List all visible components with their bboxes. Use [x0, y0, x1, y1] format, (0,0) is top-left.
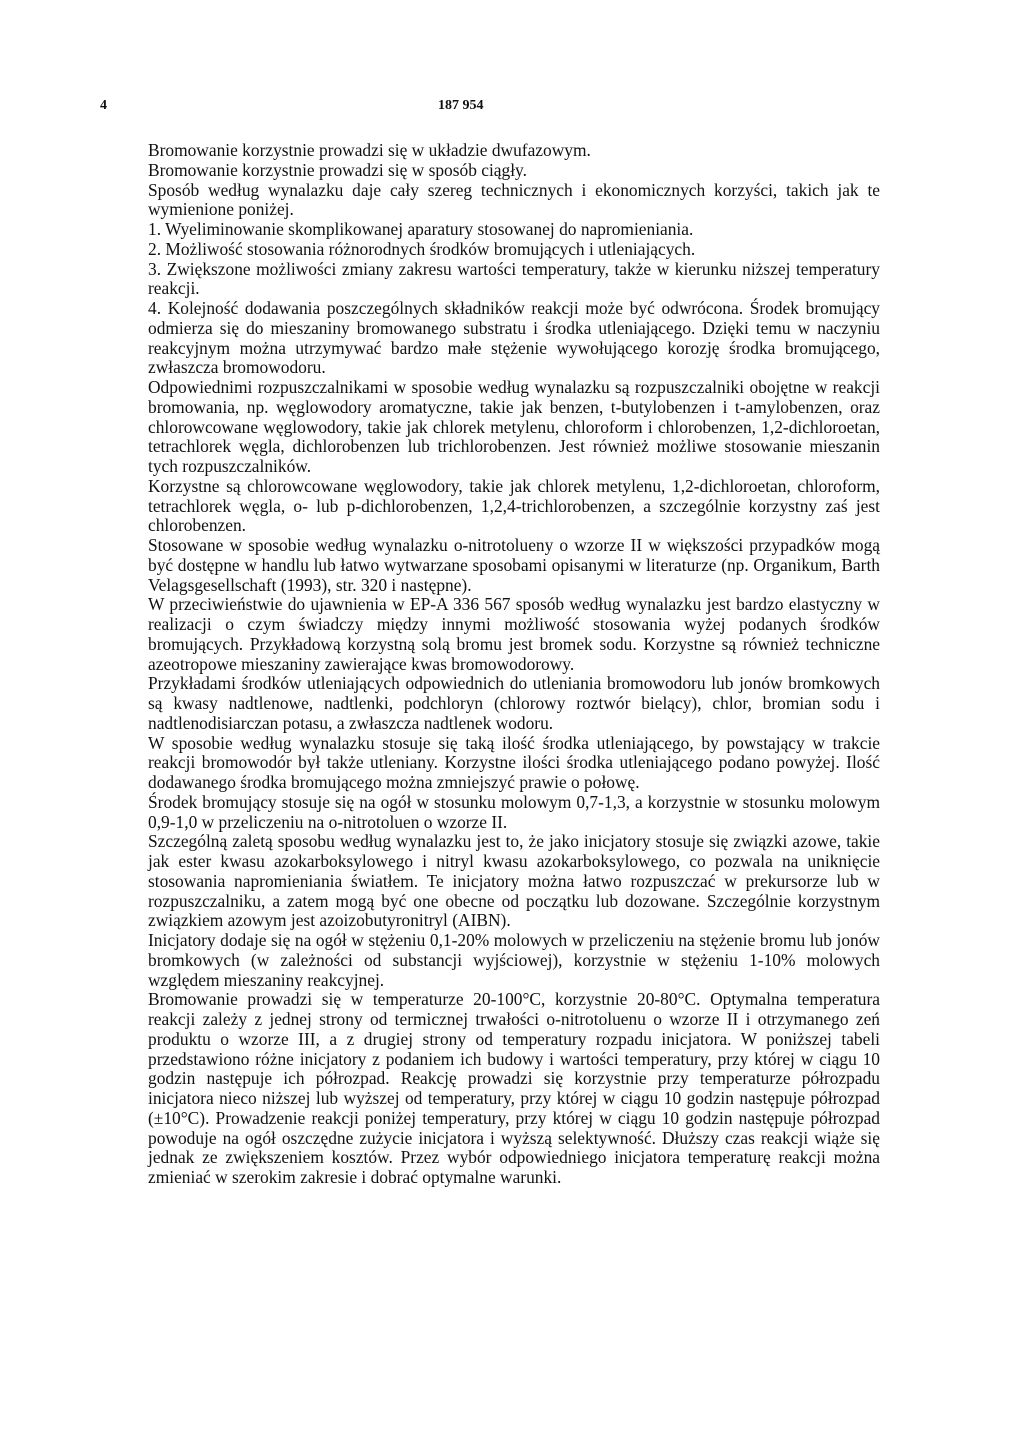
- patent-number: 187 954: [438, 98, 484, 113]
- list-item: 2. Możliwość stosowania różnorodnych środków bromujących i utleniających.: [148, 238, 696, 259]
- body-text: [148, 141, 880, 1188]
- paragraph: Korzystne są chlorowcowane węglowodory, takie jak chlorek metylenu, 1,2-dichloroetan, chloroform, tetrachlorek węgla, o- lub p-dichlorobenzen, 1,2,4-trichlorobenzen, a szczególnie korzystny zaś jest chlorobenzen.: [148, 475, 880, 536]
- paragraph: W przeciwieństwie do ujawnienia w EP-A 336 567 sposób według wynalazku jest bardzo elastyczny w realizacji o czym świadczy między innymi możliwość stosowania wyżej podanych środków bromujących. Przykładową korzystną solą bromu jest bromek sodu. Korzystne są również techniczne azeotropowe mieszaniny zawierające kwas bromowodorowy.: [148, 594, 880, 674]
- paragraph: Środek bromujący stosuje się na ogół w stosunku molowym 0,7-1,3, a korzystnie w stosunku molowym 0,9-1,0 w przeliczeniu na o-nitrotoluen o wzorze II.: [148, 791, 880, 832]
- paragraph: Odpowiednimi rozpuszczalnikami w sposobie według wynalazku są rozpuszczalniki obojętne w reakcji bromowania, np. węglowodory aromatyczne, takie jak benzen, t-butylobenzen i t-amylobenzen, oraz chlorowcowane węglowodory, takie jak chlorek metylenu, chloroform i chlorobenzen, 1,2-dichloroetan, tetrachlorek węgla, dichlorobenzen lub trichlorobenzen. Jest również możliwe stosowanie mieszanin tych rozpuszczalników.: [148, 377, 880, 476]
- paragraph: Sposób według wynalazku daje cały szereg technicznych i ekonomicznych korzyści, takich jak te wymienione poniżej.: [148, 179, 880, 220]
- paragraph: Inicjatory dodaje się na ogół w stężeniu 0,1-20% molowych w przeliczeniu na stężenie bromu lub jonów bromkowych (w zależności od substancji wyjściowej), korzystnie w stężeniu 1-10% molowych względem mieszaniny reakcyjnej.: [148, 930, 880, 990]
- list-item: 3. Zwiększone możliwości zmiany zakresu wartości temperatury, także w kierunku niższej temperatury reakcji.: [148, 258, 880, 299]
- paragraph: W sposobie według wynalazku stosuje się taką ilość środka utleniającego, by powstający w trakcie reakcji bromowodór był także utleniany. Korzystne ilości środka utleniającego podano powyżej. Ilość dodawanego środka bromującego można zmniejszyć prawie o połowę.: [148, 732, 880, 792]
- paragraph: Szczególną zaletą sposobu według wynalazku jest to, że jako inicjatory stosuje się związki azowe, takie jak ester kwasu azokarboksylowego i nitryl kwasu azokarboksylowego, co pozwala na uniknięcie stosowania napromieniania światłem. Te inicjatory można łatwo rozpuszczać w prekursorze lub w rozpuszczalniku, a zatem mogą być one obecne od początku lub dozowane. Szczególnie korzystnym związkiem azowym jest azoizobutyronitryl (AIBN).: [148, 831, 880, 931]
- paragraph: Przykładami środków utleniających odpowiednich do utleniania bromowodoru lub jonów bromkowych są kwasy nadtlenowe, nadtlenki, podchloryn (chlorowy roztwór bielący), chlor, bromian sodu i nadtlenodisiarczan potasu, a zwłaszcza nadtlenek wodoru.: [148, 673, 880, 733]
- list-item: 1. Wyeliminowanie skomplikowanej aparatury stosowanej do napromieniania.: [148, 219, 694, 239]
- paragraph: Stosowane w sposobie według wynalazku o-nitrotolueny o wzorze II w większości przypadków mogą być dostępne w handlu lub łatwo wytwarzane sposobami opisanymi w literaturze (np. Organikum, Barth Velagsgesellschaft (1993), str. 320 i następne).: [148, 535, 880, 595]
- page-header: [100, 98, 930, 120]
- list-item: 4. Kolejność dodawania poszczególnych składników reakcji może być odwrócona. Środek bromujący odmierza się do mieszaniny bromowanego substratu i środka utleniającego. Dzięki temu w naczyniu reakcyjnym można utrzymywać bardzo małe stężenie wywołującego korozję środka bromującego, zwłaszcza bromowodoru.: [148, 298, 880, 378]
- paragraph: Bromowanie korzystnie prowadzi się w układzie dwufazowym.: [148, 140, 591, 160]
- paragraph: Bromowanie prowadzi się w temperaturze 20-100°C, korzystnie 20-80°C. Optymalna temperatura reakcji zależy z jednej strony od termicznej trwałości o-nitrotoluenu o wzorze II i otrzymanego zeń produktu o wzorze III, a z drugiej strony od temperatury rozpadu inicjatora. W poniższej tabeli przedstawiono różne inicjatory z podaniem ich budowy i wartości temperatury, przy której w ciągu 10 godzin następuje ich półrozpad. Reakcję prowadzi się korzystnie przy temperaturze półrozpadu inicjatora nieco niższej lub wyższej od temperatury, przy której w ciągu 10 godzin następuje półrozpad (±10°C). Prowadzenie reakcji poniżej temperatury, przy której w ciągu 10 godzin następuje półrozpad powoduje na ogół oszczędne zużycie inicjatora i wyższą selektywność. Dłuższy czas reakcji wiąże się jednak ze zwiększeniem kosztów. Przez wybór odpowiedniego inicjatora temperaturę reakcji można zmieniać w szerokim zakresie i dobrać optymalne warunki.: [148, 989, 880, 1187]
- paragraph: Bromowanie korzystnie prowadzi się w sposób ciągły.: [148, 159, 527, 180]
- page-number: 4: [100, 98, 107, 113]
